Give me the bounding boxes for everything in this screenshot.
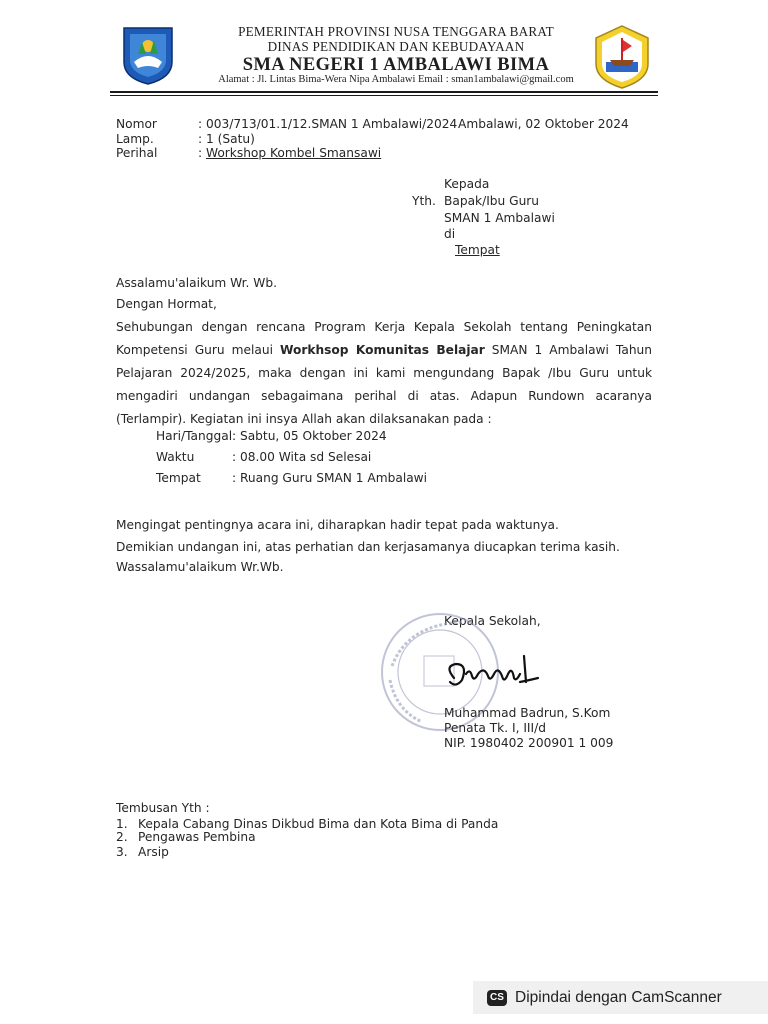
signer-name: Muhammad Badrun, S.Kom (444, 706, 611, 720)
greeting: Assalamu'alaikum Wr. Wb. (116, 276, 277, 290)
letterhead-rule-thick (110, 91, 658, 93)
detail-value: : 08.00 Wita sd Selesai (232, 450, 372, 464)
recipient-yth: Yth. (412, 194, 436, 208)
nomor-value: : 003/713/01.1/12.SMAN 1 Ambalawi/2024 (198, 117, 458, 131)
perihal-label: Perihal (116, 146, 158, 160)
letterhead-address: Alamat : Jl. Lintas Bima-Wera Nipa Ambalawi Email : sman1ambalawi@gmail.com (218, 74, 574, 85)
body-paragraph (116, 316, 652, 431)
signer-rank: Penata Tk. I, III/d (444, 721, 546, 735)
camscanner-watermark (473, 981, 768, 1014)
body-paragraph-part-a: Sehubungan dengan rencana Program Kerja Kepala Sekolah tentang Peningkatan Kompetensi Guru melaui (116, 320, 652, 357)
camscanner-logo-icon: CS (487, 990, 507, 1006)
recipient-to: Bapak/Ibu Guru (444, 194, 540, 208)
cc-item-text: Pengawas Pembina (138, 830, 256, 844)
signer-nip: NIP. 1980402 200901 1 009 (444, 736, 614, 750)
cc-item-text: Kepala Cabang Dinas Dikbud Bima dan Kota Bima di Panda (138, 817, 499, 831)
letterhead-school-name: SMA NEGERI 1 AMBALAWI BIMA (242, 55, 550, 75)
letterhead-rule-thin (110, 95, 658, 96)
recipient-kepada: Kepada (444, 177, 490, 191)
cc-item-number: 3. (116, 845, 128, 859)
closing-line-1: Mengingat pentingnya acara ini, diharapkan hadir tepat pada waktunya. (116, 518, 559, 532)
letter-date: Ambalawi, 02 Oktober 2024 (458, 117, 629, 131)
camscanner-text: Dipindai dengan CamScanner (515, 988, 722, 1006)
handwritten-signature-icon (440, 652, 540, 692)
detail-label: Tempat (156, 471, 201, 485)
detail-value: : Sabtu, 05 Oktober 2024 (232, 429, 387, 443)
signature-title: Kepala Sekolah, (444, 614, 541, 628)
cc-item-number: 1. (116, 817, 128, 831)
letterhead-department: DINAS PENDIDIKAN DAN KEBUDAYAAN (267, 39, 525, 54)
recipient-di: di (444, 227, 456, 241)
detail-label: Waktu (156, 450, 195, 464)
cc-item-number: 2. (116, 830, 128, 844)
perihal-colon: : (198, 146, 206, 160)
detail-value: : Ruang Guru SMAN 1 Ambalawi (232, 471, 428, 485)
detail-label: Hari/Tanggal (156, 429, 233, 443)
body-paragraph-bold: Workhsop Komunitas Belajar (279, 343, 485, 357)
cc-item-text: Arsip (138, 845, 169, 859)
farewell: Wassalamu'alaikum Wr.Wb. (116, 560, 284, 574)
closing-line-2: Demikian undangan ini, atas perhatian dan kerjasamanya diucapkan terima kasih. (116, 540, 620, 554)
lamp-value: : 1 (Satu) (198, 132, 255, 146)
letterhead-province: PEMERINTAH PROVINSI NUSA TENGGARA BARAT (238, 24, 554, 39)
opening: Dengan Hormat, (116, 297, 217, 311)
cc-title: Tembusan Yth : (116, 801, 210, 815)
recipient-place: Tempat (455, 243, 500, 257)
perihal-value: Workshop Kombel Smansawi (205, 146, 382, 160)
body-paragraph-part-b: SMAN 1 Ambalawi Tahun Pelajaran 2024/2025, maka dengan ini kami mengundang Bapak /Ibu Guru untuk mengadiri undangan sebagaimana perihal di atas. Adapun Rundown acaranya (Terlampir). Kegiatan ini insya Allah akan dilaksanakan pada : (116, 343, 652, 426)
recipient-school: SMAN 1 Ambalawi (444, 211, 555, 225)
nomor-label: Nomor (116, 117, 157, 131)
lamp-label: Lamp. (116, 132, 154, 146)
perihal-row (198, 146, 381, 160)
